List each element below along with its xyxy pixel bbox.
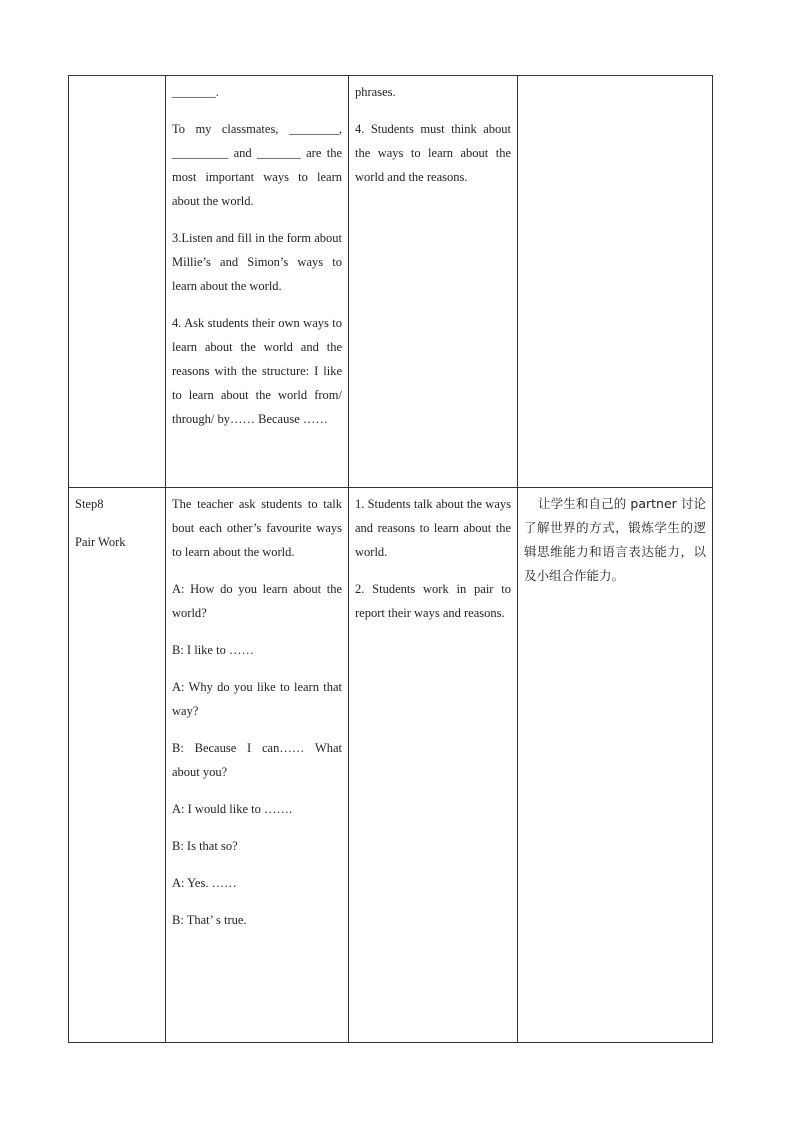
teaching-process-cell <box>166 76 349 488</box>
student-activity-cell <box>349 76 518 488</box>
activity-text: phrases. <box>355 85 396 99</box>
process-text: The teacher ask students to talk bout each other’s favourite ways to learn about the world. <box>172 497 342 559</box>
process-text: 4. Ask students their own ways to learn about the world and the reasons with the structure: I like to learn about the world from/ through/ by…… Because …… <box>172 316 342 426</box>
dialogue-line: A: I would like to ……. <box>172 802 293 816</box>
student-activity-cell <box>349 488 518 1043</box>
lesson-plan-table <box>68 75 713 1043</box>
dialogue-line: A: Yes. …… <box>172 876 237 890</box>
table-row <box>69 488 713 1043</box>
purpose-text: 让学生和自己的 partner 讨论了解世界的方式，锻炼学生的逻辑思维能力和语言表达能力，以及小组合作能力。 <box>524 496 706 583</box>
dialogue-line: B: That’ s true. <box>172 913 247 927</box>
process-text: To my classmates, ________, _________ and _______ are the most important ways to learn about the world. <box>172 122 342 208</box>
step-title: Pair Work <box>75 535 126 549</box>
dialogue-line: A: Why do you like to learn that way? <box>172 680 342 718</box>
dialogue-line: A: How do you learn about the world? <box>172 582 342 620</box>
process-text: 3.Listen and fill in the form about Millie’s and Simon’s ways to learn about the world. <box>172 231 342 293</box>
dialogue-line: B: I like to …… <box>172 643 254 657</box>
step-cell <box>69 488 166 1043</box>
process-text: _______. <box>172 85 219 99</box>
step-cell <box>69 76 166 488</box>
teaching-process-cell <box>166 488 349 1043</box>
step-number: Step8 <box>75 497 104 511</box>
dialogue-line: B: Is that so? <box>172 839 238 853</box>
dialogue-line: B: Because I can…… What about you? <box>172 741 342 779</box>
purpose-cell <box>518 76 713 488</box>
table-row <box>69 76 713 488</box>
purpose-cell <box>518 488 713 1043</box>
activity-text: 2. Students work in pair to report their ways and reasons. <box>355 582 511 620</box>
activity-text: 4. Students must think about the ways to learn about the world and the reasons. <box>355 122 511 184</box>
activity-text: 1. Students talk about the ways and reasons to learn about the world. <box>355 497 511 559</box>
